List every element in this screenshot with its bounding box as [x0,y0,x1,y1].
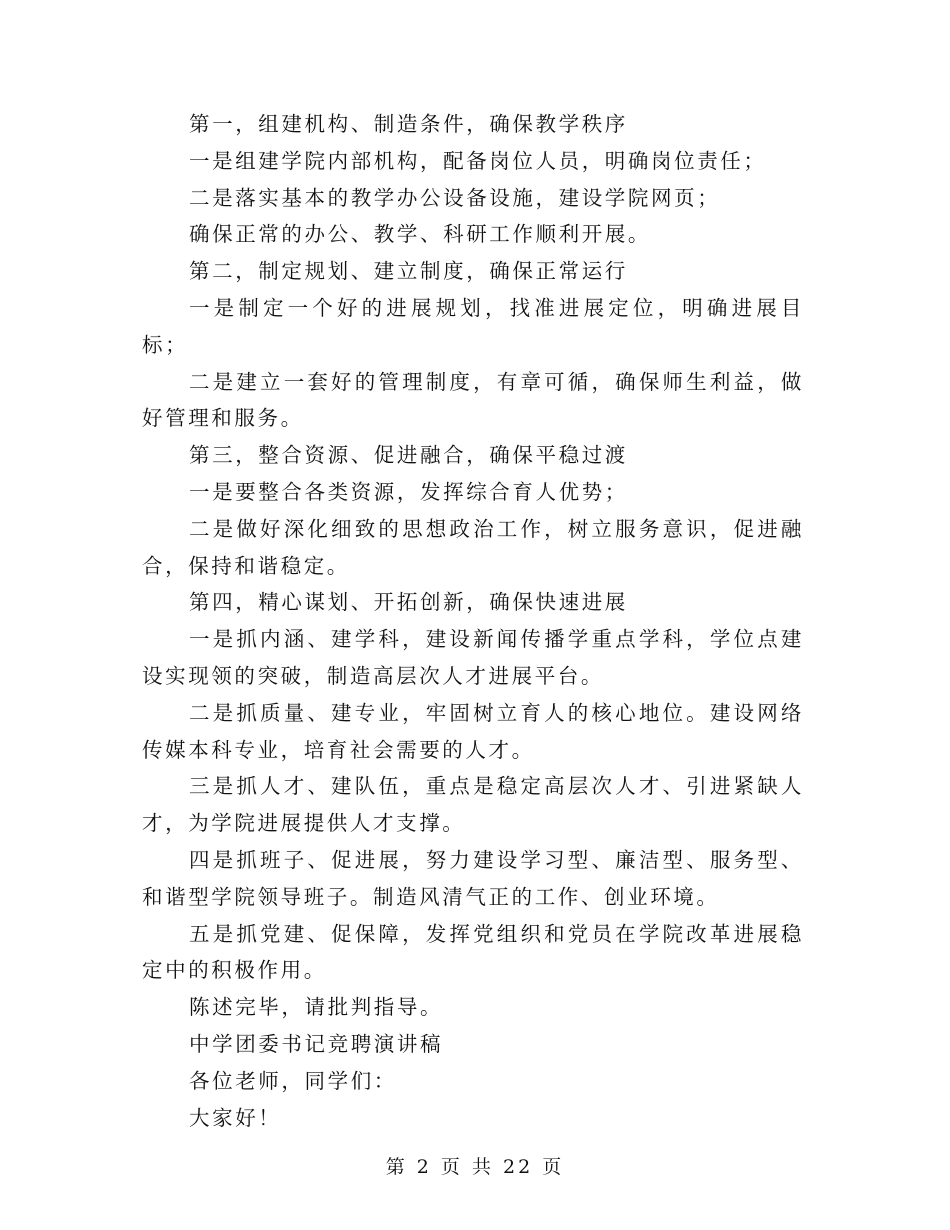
salutation: 各位老师，同学们： [189,1068,397,1093]
paragraph: 二是做好深化细致的思想政治工作，树立服务意识，促进融合，保持和谐稳定。 [142,516,804,578]
paragraph: 二是抓质量、建专业，牢固树立育人的核心地位。建设网络传媒本科专业，培育社会需要的人才。 [142,700,804,762]
paragraph: 一是组建学院内部机构，配备岗位人员，明确岗位责任； [189,148,767,173]
paragraph: 第四，精心谋划、开拓创新，确保快速进展 [189,590,628,615]
paragraph: 第一，组建机构、制造条件，确保教学秩序 [189,112,628,136]
greeting: 大家好！ [189,1105,282,1130]
paragraph: 第二，制定规划、建立制度，确保正常运行 [189,259,628,284]
paragraph: 第三，整合资源、促进融合，确保平稳过渡 [189,443,628,468]
paragraph: 确保正常的办公、教学、科研工作顺利开展。 [189,222,651,247]
paragraph: 四是抓班子、促进展，努力建设学习型、廉洁型、服务型、和谐型学院领导班子。制造风清气正的工作、创业环境。 [142,847,804,909]
paragraph: 二是建立一套好的管理制度，有章可循，确保师生利益，做好管理和服务。 [142,369,804,431]
paragraph: 五是抓党建、促保障，发挥党组织和党员在学院改革进展稳定中的积极作用。 [142,921,804,983]
paragraph: 一是要整合各类资源，发挥综合育人优势； [189,479,628,504]
paragraph: 二是落实基本的教学办公设备设施，建设学院网页； [189,185,721,210]
paragraph: 一是制定一个好的进展规划，找准进展定位，明确进展目标； [142,295,804,357]
page-number-footer: 第 2 页 共 22 页 [385,1156,565,1178]
document-body [142,106,804,1136]
speech-title: 中学团委书记竞聘演讲稿 [189,1031,444,1056]
paragraph: 一是抓内涵、建学科，建设新闻传播学重点学科，学位点建设实现领的突破，制造高层次人才进展平台。 [142,627,804,688]
paragraph: 三是抓人才、建队伍，重点是稳定高层次人才、引进紧缺人才，为学院进展提供人才支撑。 [142,774,804,836]
paragraph: 陈述完毕，请批判指导。 [189,995,444,1020]
